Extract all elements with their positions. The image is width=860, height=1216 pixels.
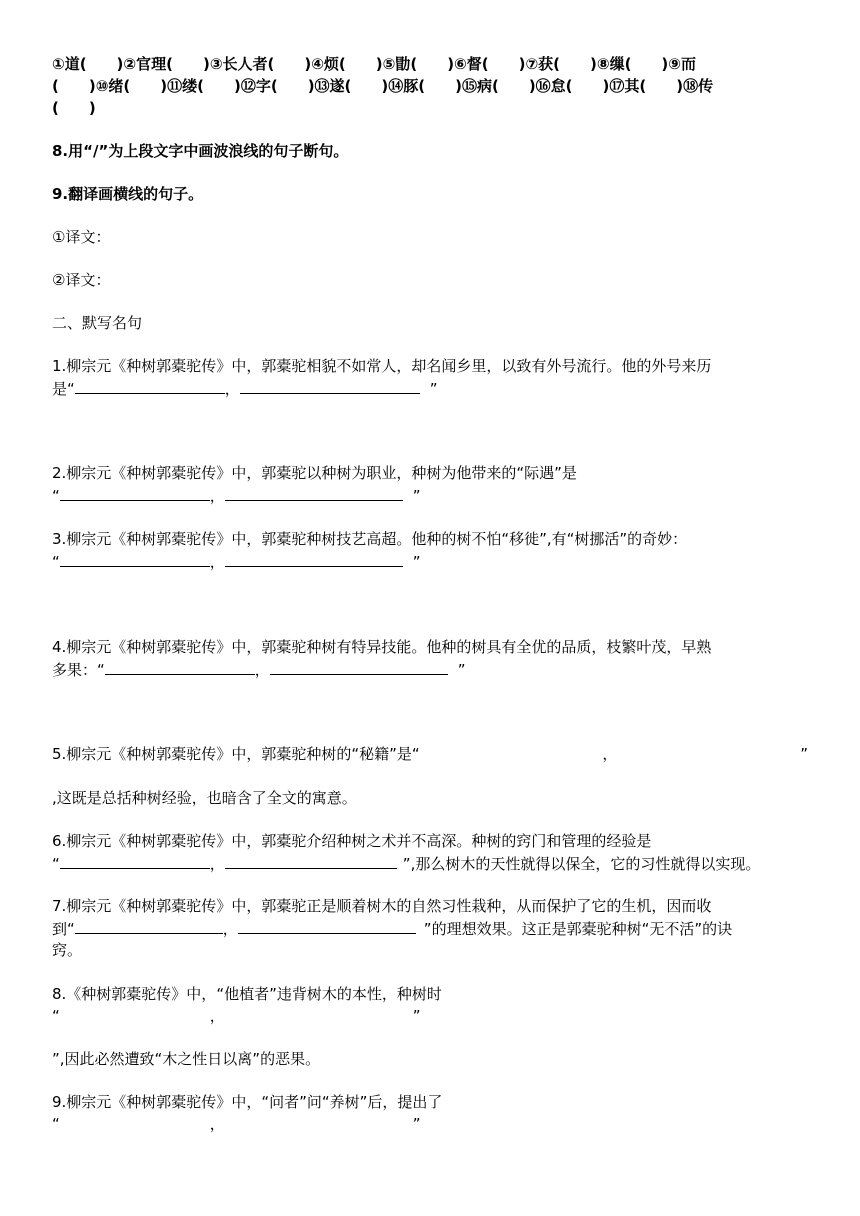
item-4-answer-line: 多果：“ ， ” bbox=[52, 658, 466, 681]
answer-row-3: ( ) bbox=[52, 99, 96, 117]
blank-3b[interactable] bbox=[225, 550, 403, 567]
item-6-answer-line: “ ， ”,那么树木的天性就得以保全，它的习性就得以实现。 bbox=[52, 852, 760, 875]
blank-6b[interactable] bbox=[225, 852, 397, 869]
item-7-tail: 窍。 bbox=[52, 941, 83, 959]
blank-4b[interactable] bbox=[270, 658, 448, 675]
item-7-prompt: 7.柳宗元《种树郭橐驼传》中，郭橐驼正是顺着树木的自然习性栽种，从而保护了它的生机，因而收 bbox=[52, 897, 712, 915]
blank-4a[interactable] bbox=[105, 658, 255, 675]
translation-2-label: ②译文： bbox=[52, 271, 111, 289]
blank-2a[interactable] bbox=[60, 484, 210, 501]
item-3-prompt: 3.柳宗元《种树郭橐驼传》中，郭橐驼种树技艺高超。他种的树不怕“移徙”,有“树挪活”的奇妙： bbox=[52, 530, 688, 548]
question-8: 8.用“/”为上段文字中画波浪线的句子断句。 bbox=[52, 142, 349, 160]
item-3-answer-line: “ ， ” bbox=[52, 550, 421, 573]
answer-row-1: ①道( )②官理( )③长人者( )④烦( )⑤勖( )⑥督( )⑦获( )⑧缫( )⑨而 bbox=[52, 55, 696, 73]
item-8-quote-marks: “ ， ” bbox=[52, 1007, 421, 1025]
item-8-prompt: 8.《种树郭橐驼传》中，“他植者”违背树木的本性，种树时 bbox=[52, 985, 442, 1003]
blank-2b[interactable] bbox=[225, 484, 403, 501]
item-6-prompt: 6.柳宗元《种树郭橐驼传》中，郭橐驼介绍种树之术并不高深。种树的窍门和管理的经验是 bbox=[52, 832, 652, 850]
item-2-prompt: 2.柳宗元《种树郭橐驼传》中，郭橐驼以种树为职业，种树为他带来的“际遇”是 bbox=[52, 464, 577, 482]
item-7-answer-line: 到“ ， ”的理想效果。这正是郭橐驼种树“无不活”的诀 bbox=[52, 917, 732, 940]
section-2-title: 二、默写名句 bbox=[52, 314, 143, 332]
blank-7b[interactable] bbox=[238, 917, 416, 934]
item-9-prompt: 9.柳宗元《种树郭橐驼传》中，“问者”问“养树”后，提出了 bbox=[52, 1093, 443, 1111]
question-9: 9.翻译画横线的句子。 bbox=[52, 185, 204, 203]
blank-1b[interactable] bbox=[240, 377, 420, 394]
answer-row-2: ( )⑩绪( )⑪缕( )⑫字( )⑬遂( )⑭豚( )⑮病( )⑯怠( )⑰其( )⑱传 bbox=[52, 77, 714, 95]
blank-3a[interactable] bbox=[60, 550, 210, 567]
item-1-answer-line: 是“ ， ” bbox=[52, 377, 438, 400]
item-4-prompt: 4.柳宗元《种树郭橐驼传》中，郭橐驼种树有特异技能。他种的树具有全优的品质，枝繁叶茂，早熟 bbox=[52, 638, 712, 656]
blank-6a[interactable] bbox=[60, 852, 210, 869]
item-5-prompt-line: 5.柳宗元《种树郭橐驼传》中，郭橐驼种树的“秘籍”是“ ， ” bbox=[52, 745, 808, 763]
blank-1a[interactable] bbox=[75, 377, 225, 394]
item-8-tail: ”,因此必然遭致“木之性日以离”的恶果。 bbox=[52, 1050, 321, 1068]
translation-1-label: ①译文： bbox=[52, 228, 111, 246]
item-5-tail: ,这既是总括种树经验，也暗含了全文的寓意。 bbox=[52, 789, 357, 807]
item-9-quote-marks: “ ， ” bbox=[52, 1115, 421, 1133]
item-1-prompt: 1.柳宗元《种树郭橐驼传》中，郭橐驼相貌不如常人，却名闻乡里，以致有外号流行。他的外号来历 bbox=[52, 357, 712, 375]
blank-7a[interactable] bbox=[75, 917, 223, 934]
item-2-answer-line: “ ， ” bbox=[52, 484, 421, 507]
